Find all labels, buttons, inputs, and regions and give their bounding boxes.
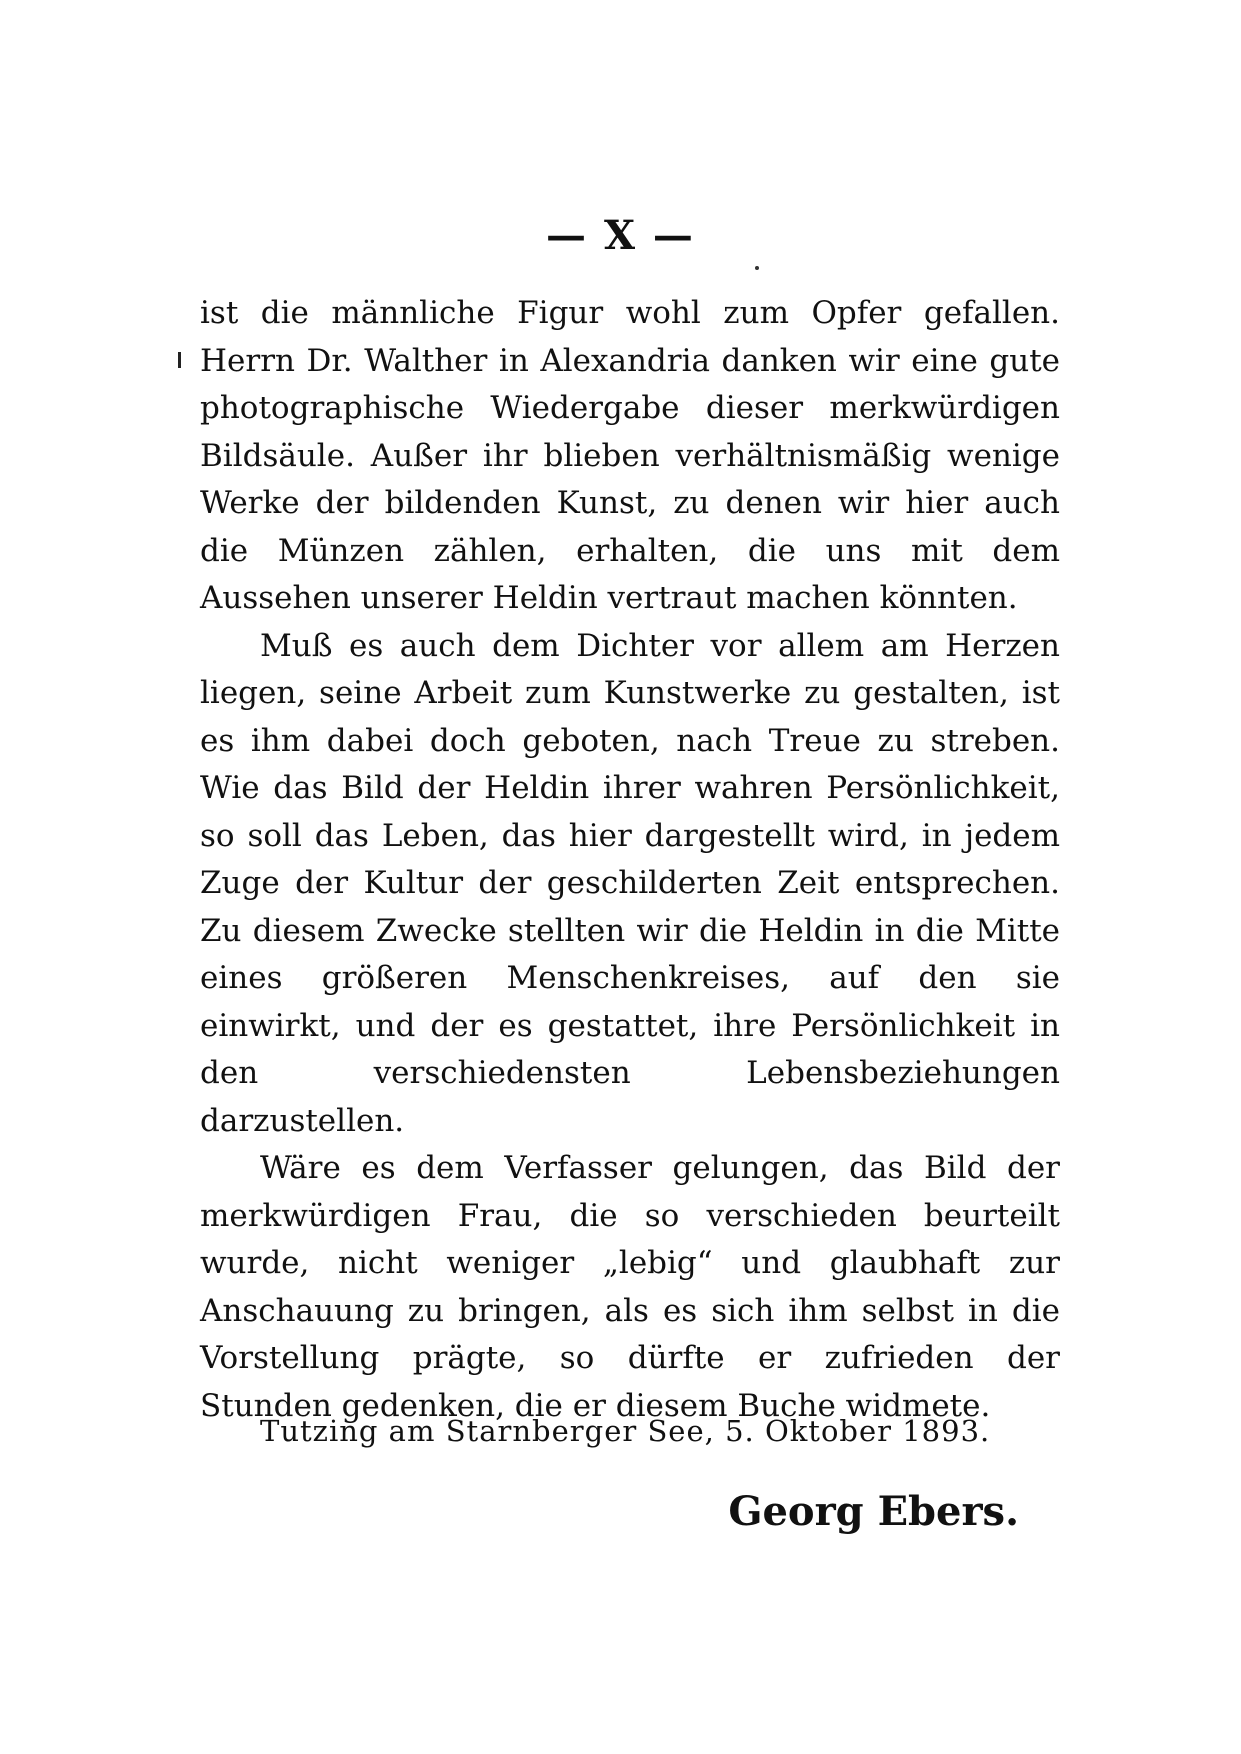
paragraph-2: Muß es auch dem Dichter vor allem am Herzen liegen, seine Arbeit zum Kunstwerke zu gestalten, ist es ihm dabei doch geboten, nach Treue zu streben. Wie das Bild der Heldin ihrer wahren Persönlichkeit, so soll das Leben, das hier dargestellt wird, in jedem Zuge der Kultur der geschilderten Zeit entsprechen. Zu diesem Zwecke stellten wir die Heldin in die Mitte eines größeren Menschenkreises, auf den sie einwirkt, und der es gestattet, ihre Persönlichkeit in den verschiedensten Lebensbeziehungen darzustellen.: [200, 627, 1060, 1139]
place-date-line: Tutzing am Starnberger See, 5. Oktober 1893.: [260, 1414, 991, 1448]
author-signature: Georg Ebers.: [728, 1488, 1019, 1535]
body-text: [200, 290, 1060, 1430]
paragraph-3: Wäre es dem Verfasser gelungen, das Bild der merkwürdigen Frau, die so verschieden beurteilt wurde, nicht weniger „lebig“ und glaubhaft zur Anschauung zu bringen, als es sich ihm selbst in die Vorstellung prägte, so dürfte er zufrieden der Stunden gedenken, die er diesem Buche widmete.: [200, 1150, 1060, 1424]
print-speck: [755, 266, 759, 270]
margin-mark: [178, 352, 181, 368]
page-number: — X —: [546, 212, 695, 259]
paragraph-1: ist die männliche Figur wohl zum Opfer gefallen. Herrn Dr. Walther in Alexandria danken wir eine gute photographische Wiedergabe dieser merkwürdigen Bildsäule. Außer ihr blieben verhältnismäßig wenige Werke der bildenden Kunst, zu denen wir hier auch die Münzen zählen, erhalten, die uns mit dem Aussehen unserer Heldin vertraut machen könnten.: [200, 295, 1060, 616]
